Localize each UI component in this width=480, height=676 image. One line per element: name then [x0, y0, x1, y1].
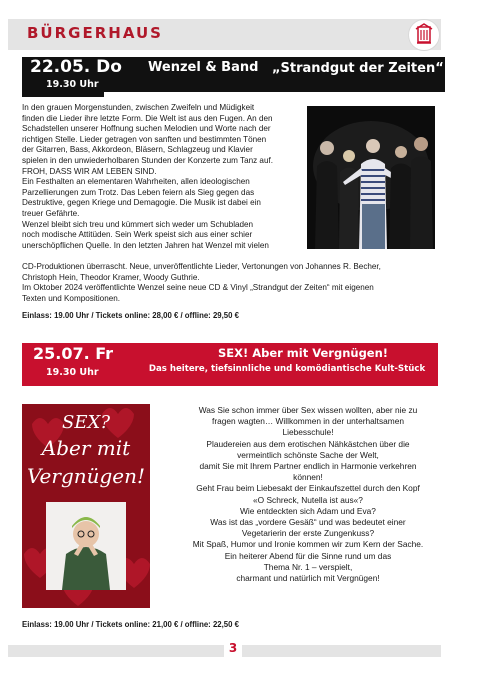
text-line: fragen wagten… Willkommen in der unterhaltsamen [212, 416, 404, 427]
event1-title: „Strandgut der Zeiten“ [272, 61, 444, 76]
building-logo-icon [409, 20, 439, 50]
event2-time: 19.30 Uhr [46, 367, 99, 378]
event2-subtitle: Das heitere, tiefsinnliche und komödiantische Kult-Stück [148, 364, 426, 374]
text-line: Schadstellen unserer Hoffnung suchen Melodien und Worte nach der [22, 124, 271, 134]
text-line: Geht Frau beim Liebesakt der Einkaufszettel durch den Kopf [196, 483, 420, 494]
text-line: spielen in den unwiederholbaren Stunden der Konzerte zum Tanz auf. [22, 155, 273, 165]
text-line: treuer Gefährte. [22, 208, 80, 218]
text-line: damit Sie mit Ihrem Partner endlich in Harmonie verkehren [199, 461, 417, 472]
text-line: unerschöpflichen Quelle. In den letzten Jahren hat Wenzel mit vielen [22, 240, 269, 250]
text-line: Ein heiterer Abend für die Sinne rund um das [224, 550, 392, 561]
event2-description [163, 405, 453, 584]
text-line: CD-Produktionen überrascht. Neue, unveröffentlichte Lieder, Vertonungen von Johannes R. Becher, [22, 262, 381, 271]
text-line: können! [293, 472, 323, 483]
text-line: Mit Spaß, Humor und Ironie kommen wir zum Kern der Sache. [192, 539, 424, 550]
header-bar [8, 19, 441, 50]
event2-date: 25.07. Fr [33, 344, 114, 363]
text-line: Was ist das „vordere Gesäß“ und was bedeutet einer [210, 517, 406, 528]
text-line: Liebesschule! [282, 427, 334, 438]
event1-description [22, 103, 304, 251]
band-photo [307, 106, 435, 249]
show-poster [22, 404, 150, 608]
event2-admission: Einlass: 19.00 Uhr / Tickets online: 21,00 € / offline: 22,50 € [22, 620, 239, 629]
text-line: Destruktive, gegen Kriege und Demagogie. Die Musik ist dabei ein [22, 198, 261, 208]
poster-line: Aber mit [41, 436, 131, 460]
text-line: Vegetarierin der erste Zungenkuss? [241, 528, 375, 539]
text-line: vermeintlich schönste Sache der Welt, [237, 449, 379, 460]
event1-time: 19.30 Uhr [46, 79, 99, 90]
text-line: Plaudereien aus dem erotischen Nähkästchen über die [206, 438, 410, 449]
text-line: Thema Nr. 1 – verspielt, [263, 561, 353, 572]
text-line: Wie entdeckten sich Adam und Eva? [240, 505, 376, 516]
event1-artist: Wenzel & Band [148, 60, 259, 75]
logo [408, 19, 440, 51]
poster-line: Vergnügen! [26, 464, 146, 488]
text-line: noch modische Attitüden. Sein Werk speist sich aus einer schier [22, 230, 253, 240]
text-line: Ein Festhalten an elementaren Wahrheiten, allen ideologischen [22, 177, 250, 187]
text-line: Was Sie schon immer über Sex wissen wollten, aber nie zu [198, 405, 418, 415]
event1-admission: Einlass: 19.00 Uhr / Tickets online: 28,00 € / offline: 29,50 € [22, 311, 239, 320]
event2-title: SEX! Aber mit Vergnügen! [217, 346, 389, 360]
text-line: Im Oktober 2024 veröffentlichte Wenzel seine neue CD & Vinyl „Strandgut der Zeiten“ mit eigenen [22, 283, 374, 293]
text-line: richtigen Stelle. Lieder getragen von sanften und bestimmten Tönen [22, 134, 267, 144]
poster-line: SEX? [62, 412, 110, 433]
page-number: 3 [224, 639, 242, 657]
event1-date: 22.05. Do [30, 57, 122, 77]
page-header-title: BÜRGERHAUS [27, 24, 163, 42]
text-line: FROH, DASS WIR AM LEBEN SIND. [22, 166, 157, 176]
text-line: Wenzel bleibt sich treu und kümmert sich weder um Schubladen [22, 219, 254, 229]
text-line: In den grauen Morgenstunden, zwischen Zweifeln und Müdigkeit [22, 103, 255, 112]
text-line: Christoph Hein, Theodor Kramer, Woody Guthrie. [22, 272, 200, 282]
text-line: finden die Lieder ihre letzte Form. Die Welt ist aus den Fugen. An den [22, 113, 273, 123]
text-line: der Gitarren, Bass, Akkordeon, Bläsern, Schlagzeug und Klavier [22, 145, 253, 155]
text-line: «O Schreck, Nutella ist aus«? [253, 494, 363, 505]
text-line: charmant und natürlich mit Vergnügen! [236, 573, 380, 584]
event1-description-continued [22, 262, 454, 304]
text-line: Texten und Kompositionen. [22, 293, 121, 303]
text-line: Parzellierungen zum Trotz. Das Leben feiern als Sieg gegen das [22, 187, 255, 197]
